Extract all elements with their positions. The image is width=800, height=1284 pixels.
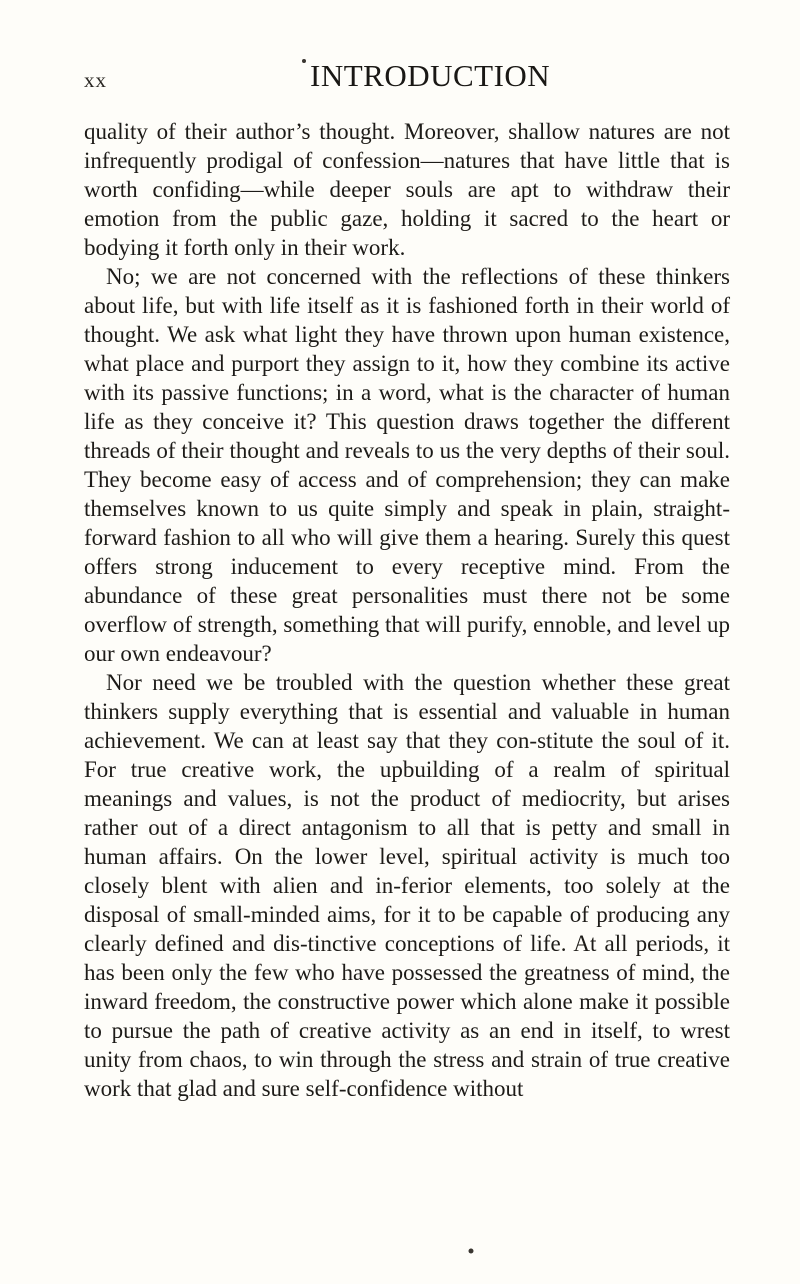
- page-number: xx: [84, 68, 107, 92]
- running-head: [84, 58, 724, 98]
- paragraph-continuation: quality of their author’s thought. Moreover, shallow natures are not infrequently prodigal of confession—natures that have little that is worth confiding—while deeper souls are apt to withdraw their emotion from the public gaze, holding it sacred to the heart or bodying it forth only in their work.: [84, 119, 730, 260]
- paragraph-life-itself: No; we are not concerned with the reflections of these thinkers about life, but with life itself as it is fashioned forth in their world of thought. We ask what light they have thrown upon human existence, what place and purport they assign to it, how they combine its active with its passive functions; in a word, what is the character of human life as they conceive it? This question draws together the different threads of their thought and reveals to us the very depths of their soul. They become easy of access and of comprehension; they can make themselves known to us quite simply and speak in plain, straight-forward fashion to all who will give them a hearing. Surely this quest offers strong inducement to every receptive mind. From the abundance of these great personalities must there not be some overflow of strength, something that will purify, ennoble, and level up our own endeavour?: [84, 264, 730, 666]
- running-title: INTRODUCTION: [310, 58, 551, 93]
- paragraph-great-thinkers: Nor need we be troubled with the question whether these great thinkers supply everything that is essential and valuable in human achievement. We can at least say that they con-stitute the soul of it. For true creative work, the upbuilding of a realm of spiritual meanings and values, is not the product of mediocrity, but arises rather out of a direct antagonism to all that is petty and small in human affairs. On the lower level, spiritual activity is much too closely blent with alien and in-ferior elements, too solely at the disposal of small-minded aims, for it to be capable of producing any clearly defined and dis-tinctive conceptions of life. At all periods, it has been only the few who have possessed the greatness of mind, the inward freedom, the constructive power which alone make it possible to pursue the path of creative activity as an end in itself, to wrest unity from chaos, to win through the stress and strain of true creative work that glad and sure self-confidence without: [84, 670, 730, 1101]
- body-text: [84, 117, 730, 1103]
- ink-speck: [469, 1249, 474, 1254]
